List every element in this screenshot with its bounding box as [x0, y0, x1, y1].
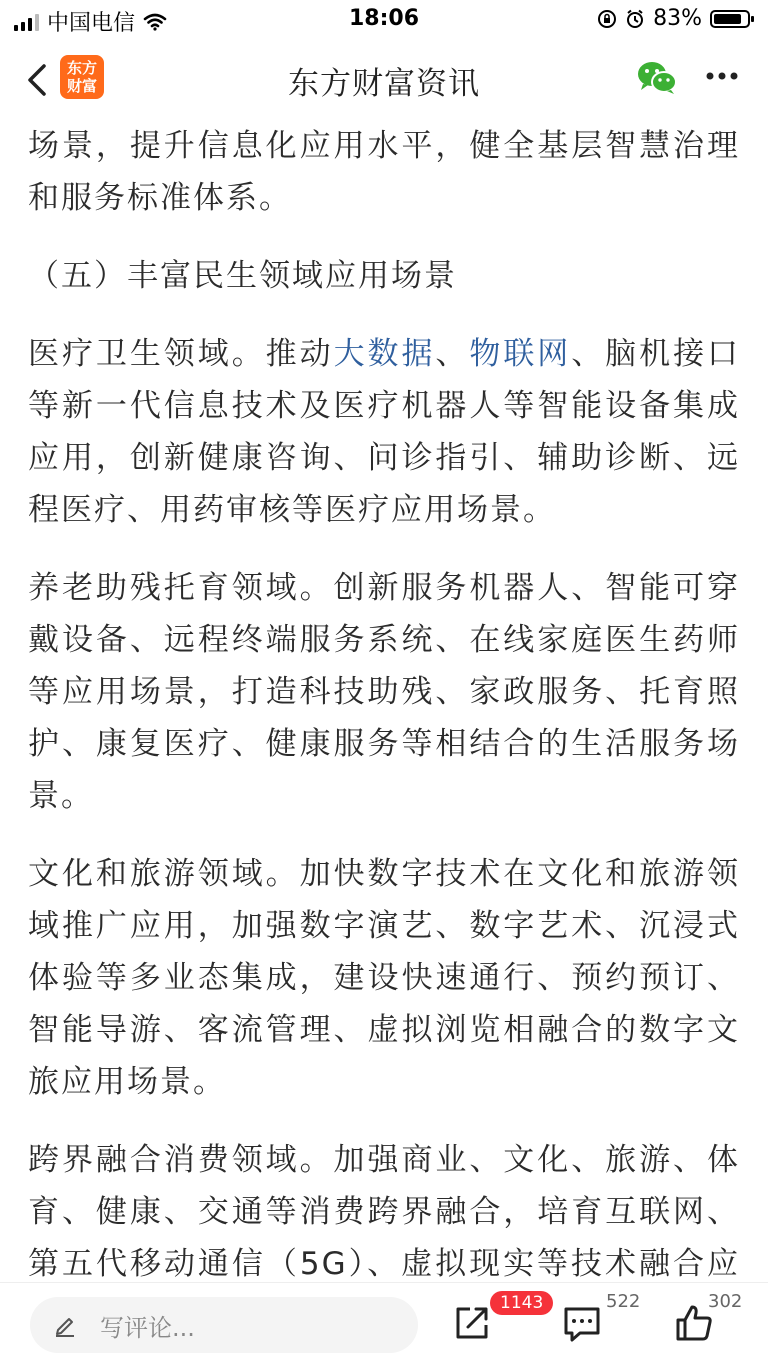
page-title: 东方财富资讯: [288, 66, 480, 102]
battery-cap: [751, 16, 754, 22]
share-icon[interactable]: [452, 1303, 492, 1343]
article-paragraph-elderly: 养老助残托育领域。创新服务机器人、智能可穿戴设备、远程终端服务系统、在线家庭医生药师等应用场景，打造科技助残、家政服务、托育照护、康复医疗、健康服务等相结合的生活服务场景。: [28, 570, 740, 814]
link-big-data[interactable]: 大数据: [333, 336, 436, 372]
comment-input[interactable]: [30, 1297, 418, 1353]
comment-icon[interactable]: [562, 1303, 602, 1343]
link-iot[interactable]: 物联网: [469, 336, 572, 372]
article-paragraph-medical: [28, 328, 740, 536]
battery-fill: [714, 14, 741, 24]
logo-line2: 财富: [66, 77, 97, 95]
section-heading: （五）丰富民生领域应用场景: [28, 258, 457, 294]
paragraph-text: 、: [435, 336, 470, 372]
comments-count: 522: [606, 1291, 641, 1312]
more-icon[interactable]: [704, 70, 740, 82]
battery-icon: [710, 10, 750, 28]
nav-bar: [0, 40, 768, 120]
alarm-icon: [625, 9, 645, 29]
pen-icon: [52, 1312, 78, 1338]
article-paragraph-consumption: 跨界融合消费领域。加强商业、文化、旅游、体育、健康、交通等消费跨界融合，培育互联网、第五代移动通信（5G）、虚拟现实等技术融合应: [28, 1142, 740, 1280]
logo-line1: 东方: [66, 59, 97, 77]
comment-placeholder: 写评论...: [100, 1313, 195, 1342]
status-right: [597, 6, 750, 31]
status-time: 18:06: [348, 6, 420, 31]
status-bar: [0, 0, 768, 40]
share-count-badge: 1143: [490, 1291, 553, 1315]
carrier-label: 中国电信: [47, 11, 136, 36]
wechat-icon[interactable]: [636, 60, 678, 96]
likes-count: 302: [708, 1291, 743, 1312]
paragraph-text: 医疗卫生领域。推动: [28, 336, 334, 372]
article-paragraph: 场景，提升信息化应用水平，健全基层智慧治理和服务标准体系。: [28, 128, 740, 216]
bottom-action-bar: [0, 1282, 768, 1367]
paragraph-text: 、脑机接口等新一代信息技术及医疗机器人等智能设备集成应用，创新健康咨询、问诊指引、辅助诊断、远程医疗、用药审核等医疗应用场景。: [28, 336, 740, 528]
battery-percent: 83%: [653, 6, 702, 31]
article-content: [28, 120, 740, 1280]
rotation-lock-icon: [597, 9, 617, 29]
article-paragraph-culture: 文化和旅游领域。加快数字技术在文化和旅游领域推广应用，加强数字演艺、数字艺术、沉浸式体验等多业态集成，建设快速通行、预约预订、智能导游、客流管理、虚拟浏览相融合的数字文旅应用场景。: [28, 856, 740, 1100]
